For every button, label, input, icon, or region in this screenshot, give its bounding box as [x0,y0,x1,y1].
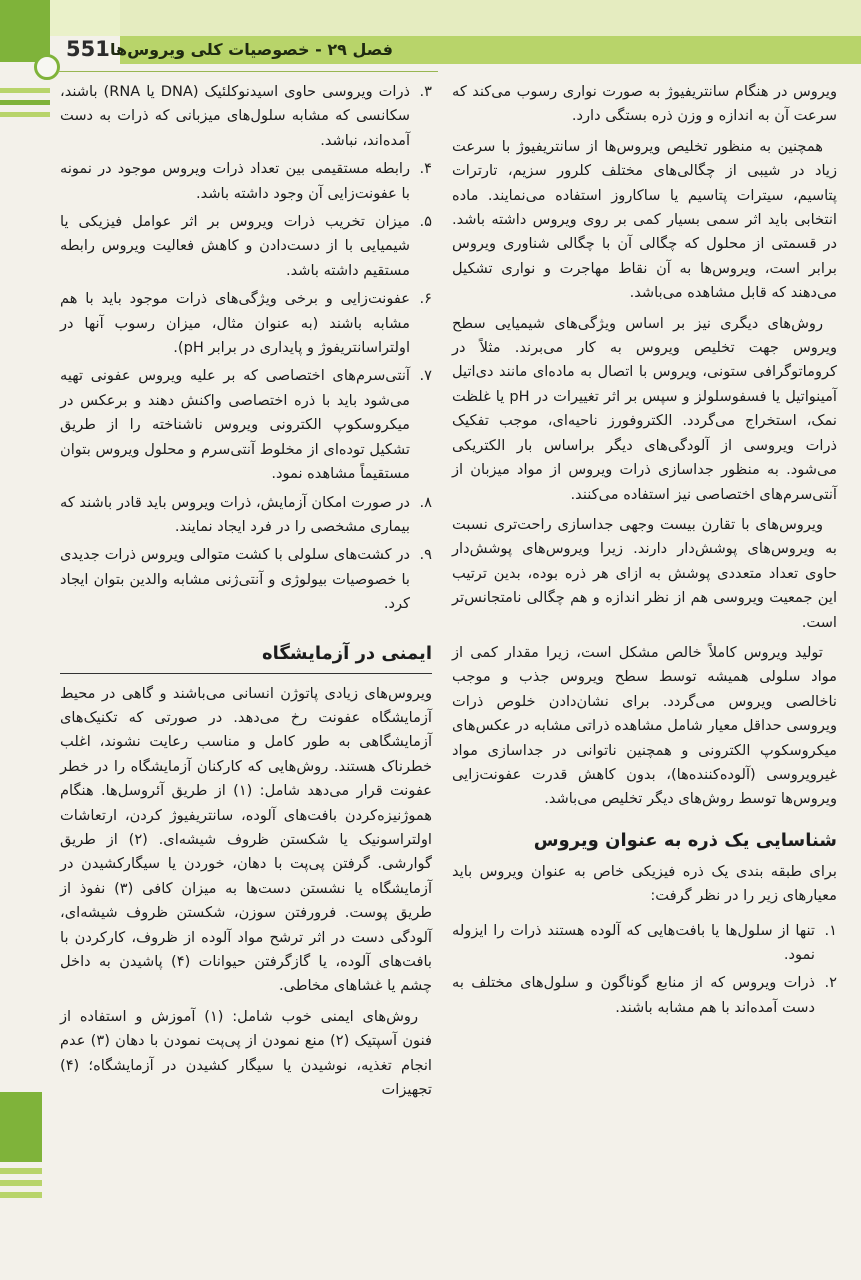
list-number: ۶. [419,290,432,308]
paragraph: تولید ویروس کاملاً خالص مشکل است، زیرا مقدار کمی از مواد سلولی همیشه توسط سطح ویروس جذب و موجب ناخالصی ویروس می‌گردد. برای نشان‌دادن خلوص ذرات ویروسی حداقل معیار شامل مشاهده ذراتی مشابه در عکس‌های میکروسکوپ الکترونی و همچنین ناتوانی در جداسازی مواد غیرویروسی (آلوده‌کننده‌ها)، بدون کاهش قدرت عفونت‌زایی ویروس‌ها توسط روش‌های دیگر تخلیص می‌باشد. [452,643,837,808]
paragraph: همچنین به منظور تخلیص ویروس‌ها از سانتریفیوژ با سرعت زیاد در شیبی از چگالی‌های مختلف کلرور سزیم، تارترات پتاسیم، سیترات پتاسیم یا ساکاروز استفاده می‌نمایند. ماده انتخابی باید اثر سمی بسیار کمی بر روی ویروس داشته باشد. در قسمتی از محلول که چگالی آن با چگالی شناوری ویروس برابر است، ویروس‌ها به آن نقاط مهاجرت و نواری تشکیل می‌دهند که قابل مشاهده می‌باشد. [452,137,837,302]
page-number: 551 [66,37,110,61]
list-item [452,971,837,1020]
list-number: ۸. [419,493,432,511]
list-text: ذرات ویروس که از منابع گوناگون و سلول‌های مختلف به دست آمده‌اند با هم مشابه باشند. [452,974,815,1016]
side-decor-line [0,100,50,105]
section-rule [60,673,432,674]
section-intro: برای طبقه بندی یک ذره فیزیکی خاص به عنوان ویروس باید معیارهای زیر را در نظر گرفت: [452,862,837,905]
header-rule [58,71,438,72]
section-heading: ایمنی در آزمایشگاه [261,642,432,664]
list-item [60,210,432,283]
list-number: ۴. [419,160,432,178]
list-item [60,157,432,206]
paragraph: ویروس‌های با تقارن بیست وجهی جداسازی راحت‌تری نسبت به ویروس‌های پوشش‌دار دارند. زیرا ویروس‌های پوشش‌دار حاوی تعداد متعددی پوشش به ازای هر ذره بوده، بدین ترتیب این جمعیت ویروسی هم از نظر اندازه و هم چگالی نامتجانس‌تر است. [452,515,837,631]
corner-tab [0,0,50,62]
ring-decor-icon [34,54,60,80]
section-heading: شناسایی یک ذره به عنوان ویروس [533,829,837,851]
list-number: ۱. [824,921,837,939]
left-margin-block [0,1092,42,1162]
paragraph: ویروس‌های زیادی پاتوژن انسانی می‌باشند و گاهی در محیط آزمایشگاه عفونت رخ می‌دهد. در صورتی که تکنیک‌های آزمایشگاهی به طور کامل و مناسب رعایت نشوند، اغلب خطرناک هستند. روش‌هایی که کارکنان آزمایشگاه را در خطر عفونت قرار می‌دهد شامل: (۱) از طریق آئروسل‌ها. هنگام هموژنیزه‌کردن بافت‌های آلوده، سانتریفیوژ کردن، ارتعاشات اولتراسونیک یا شکستن ظروف شیشه‌ای. (۲) از طریق گوارشی. گرفتن پی‌پت با دهان، خوردن یا سیگارکشیدن در آزمایشگاه یا نشستن دست‌ها به میزان کافی (۳) نفوذ از طریق پوست. فرورفتن سوزن، شکستن ظروف شیشه‌ای، آلودگی دست در اثر ترشح مواد آلوده از ظروف، کارکردن با بافت‌های آلوده، یا گازگرفتن حیوانات (۴) پاشیدن به داخل چشم یا غشاهای مخاطی. [60,684,432,995]
list-item [60,364,432,486]
list-text: تنها از سلول‌ها یا بافت‌هایی که آلوده هستند ذرات را ایزوله نمود. [452,921,815,963]
left-margin-bar [0,1168,42,1174]
list-number: ۲. [824,974,837,992]
list-text: ذرات ویروسی حاوی اسیدنوکلئیک (DNA یا RNA) باشند، سکانسی که مشابه سلول‌های میزبانی که ذرات به دست آمده‌اند، نباشد. [60,83,410,149]
side-decor-line [0,112,50,117]
list-item [60,287,432,360]
list-text: در کشت‌های سلولی با کشت متوالی ویروس ذرات جدیدی با خصوصیات بیولوژی و آنتی‌ژنی مشابه والدین بتوان ایجاد کرد. [60,546,410,613]
right-column [452,80,837,1024]
list-number: ۳. [419,83,432,100]
list-number: ۹. [419,546,432,564]
side-decor-line [0,88,50,93]
list-item [60,543,432,616]
list-item [60,80,432,153]
list-item [452,919,837,968]
paragraph: روش‌های ایمنی خوب شامل: (۱) آموزش و استفاده از فنون آسپتیک (۲) منع نمودن از پی‌پت نمودن با دهان (۳) عدم انجام تغذیه، نوشیدن یا سیگار کشیدن در آزمایشگاه؛ (۴) تجهیزات [60,1007,432,1099]
chapter-title: فصل ۲۹ - خصوصیات کلی ویروس‌ها [109,40,393,59]
top-strip [120,0,861,36]
list-text: رابطه مستقیمی بین تعداد ذرات ویروس موجود در نمونه با عفونت‌زایی آن وجود داشته باشد. [60,160,410,202]
left-margin-bar [0,1180,42,1186]
left-column [60,80,432,1108]
list-item [60,491,432,540]
paragraph: ویروس در هنگام سانتریفیوژ به صورت نواری رسوب می‌کند که سرعت آن به اندازه و وزن ذره بستگی دارد. [452,83,837,125]
paragraph: روش‌های دیگری نیز بر اساس ویژگی‌های شیمیایی سطح ویروس جهت تخلیص ویروس به کار می‌برند. مثلاً در کروماتوگرافی ستونی، ویروس با اتصال به ماده‌ای مانند دی‌اتیل آمینواتیل یا فسفوسلولز و سپس بر اثر تغییرات در pH یا غلظت نمک، استخراج می‌گردد. الکتروفورز ناحیه‌ای، موجب تفکیک ذرات ویروسی از آلودگی‌های دیگر براساس بار الکتریکی می‌شود. به منظور جداسازی ذرات ویروس از مواد میزبان از آنتی‌سرم‌های اختصاصی نیز استفاده می‌کنند. [452,314,837,503]
left-margin-bar [0,1192,42,1198]
list-text: در صورت امکان آزمایش، ذرات ویروس باید قادر باشند که بیماری مشخصی را در فرد ایجاد نمایند. [60,493,410,535]
list-text: میزان تخریب ذرات ویروس بر اثر عوامل فیزیکی یا شیمیایی با از دست‌دادن و کاهش فعالیت ویروس رابطه مستقیم داشته باشد. [60,213,410,279]
list-text: آنتی‌سرم‌های اختصاصی که بر علیه ویروس عفونی تهیه می‌شود باید با ذره اختصاصی واکنش دهند و برعکس در میکروسکوپ الکترونی ویروس ناشناخته را از طریق تشکیل توده‌ای از مخلوط آنتی‌سرم و محلول ویروس بتوان مستقیماً مشاهده نمود. [60,367,410,483]
list-number: ۵. [419,213,432,231]
list-text: عفونت‌زایی و برخی ویژگی‌های ذرات موجود باید با هم مشابه باشند (به عنوان مثال، میزان رسوب آنها در اولتراسانتریفوژ و پایداری در برابر pH). [60,290,410,357]
list-number: ۷. [419,367,432,385]
